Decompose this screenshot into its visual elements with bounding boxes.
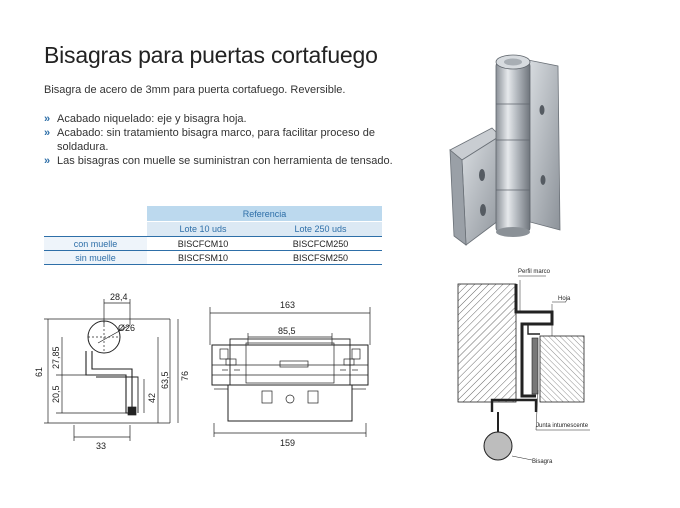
- product-photo: [430, 40, 610, 255]
- dim-label: 63,5: [160, 371, 170, 389]
- table-row: [44, 237, 382, 251]
- dim-label: 20,5: [51, 385, 61, 403]
- dim-label: 61: [34, 366, 44, 377]
- dim-label: 27,85: [51, 346, 61, 369]
- front-view-drawing: [200, 295, 380, 450]
- table-corner: [44, 206, 147, 222]
- section-drawing: [440, 262, 640, 477]
- dim-label: 76: [180, 370, 190, 381]
- row-label: sin muelle: [44, 251, 147, 265]
- dim-label: Ø26: [118, 323, 136, 333]
- dim-label: 85,5: [278, 326, 296, 336]
- feature-item: » Acabado: sin tratamiento bisagra marco, para facilitar proceso de soldadura.: [44, 126, 404, 154]
- dim-label: 159: [280, 438, 296, 448]
- section-label: Bisagra: [532, 459, 553, 465]
- table-row: [44, 251, 382, 265]
- dim-label: 33: [96, 441, 107, 451]
- table-group-header: Referencia: [147, 206, 382, 222]
- side-view-drawing: [28, 285, 198, 455]
- intro-text: Bisagra de acero de 3mm para puerta cortafuego. Reversible.: [44, 84, 346, 96]
- feature-item: » Las bisagras con muelle se suministran con herramienta de tensado.: [44, 154, 404, 168]
- table-cell: BISCFSM10: [147, 251, 259, 265]
- section-label: Perfil marco: [518, 269, 551, 275]
- feature-list: [44, 112, 404, 168]
- column-header: Lote 250 uds: [259, 222, 382, 237]
- dim-label: 42: [147, 392, 157, 403]
- section-label: Hoja: [558, 296, 571, 302]
- reference-table: [44, 206, 382, 265]
- section-label: Junta intumescente: [536, 423, 589, 429]
- table-cell: BISCFCM250: [259, 237, 382, 251]
- column-header: Lote 10 uds: [147, 222, 259, 237]
- dim-label: 28,4: [110, 292, 128, 302]
- feature-item: » Acabado niquelado: eje y bisagra hoja.: [44, 112, 404, 126]
- row-label: con muelle: [44, 237, 147, 251]
- table-cell: BISCFCM10: [147, 237, 259, 251]
- page-title: Bisagras para puertas cortafuego: [44, 42, 378, 68]
- dim-label: 163: [280, 300, 296, 310]
- table-cell: BISCFSM250: [259, 251, 382, 265]
